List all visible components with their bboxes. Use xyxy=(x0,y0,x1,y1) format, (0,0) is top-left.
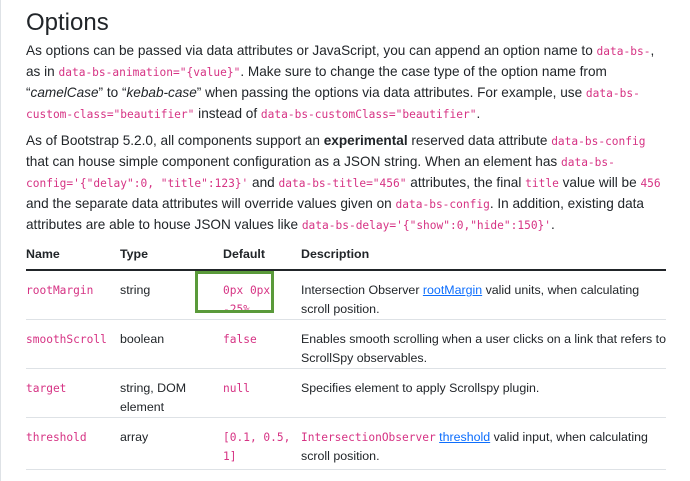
text: valid units, when calculating scroll position. xyxy=(301,283,640,316)
text: instead of xyxy=(194,106,261,121)
text: valid input, when calculating scroll position. xyxy=(301,430,648,463)
table-row xyxy=(26,320,666,369)
cell-type: string xyxy=(120,283,151,297)
table-row xyxy=(26,418,666,470)
text: . In addition, existing data attributes are able to house JSON values like xyxy=(26,196,644,232)
default-value: false xyxy=(223,333,257,346)
text: attributes, the final xyxy=(406,175,526,190)
default-value: 0px 0px -25% xyxy=(223,284,271,316)
table-row xyxy=(26,369,666,418)
table-row xyxy=(26,270,666,320)
section-heading-options: Options xyxy=(26,9,109,36)
default-value: null xyxy=(223,382,250,395)
table-header-row xyxy=(26,238,666,270)
page-left-border xyxy=(0,0,1,481)
text: As of Bootstrap 5.2.0, all components support an xyxy=(26,133,324,148)
inline-code: data-bs-delay='{"show":0,"hide":150}' xyxy=(301,219,552,232)
inline-code: data-bs-customClass="beautifier" xyxy=(260,108,477,121)
inline-code: data-bs-animation="{value}" xyxy=(58,66,241,79)
cell-default xyxy=(223,320,301,369)
threshold-link[interactable]: threshold xyxy=(439,430,491,444)
strong-text: experimental xyxy=(323,133,408,148)
default-value: [0.1, 0.5, 1] xyxy=(223,431,291,463)
cell-name xyxy=(26,418,120,470)
inline-code: 456 xyxy=(640,177,661,190)
column-header-name: Name xyxy=(26,238,120,270)
text: value will be xyxy=(558,175,641,190)
text: reserved data attribute xyxy=(407,133,552,148)
emphasis: camelCase xyxy=(30,85,99,100)
text: . Make sure to change the case type of the option name from “ xyxy=(26,64,607,100)
cell-description: Enables smooth scrolling when a user clicks on a link that refers to ScrollSpy observables. xyxy=(301,320,666,369)
column-header-description: Description xyxy=(301,238,666,270)
cell-type: string, DOM element xyxy=(120,369,223,418)
inline-code: data-bs-config xyxy=(551,135,646,148)
cell-description xyxy=(301,418,666,470)
inline-code: data-bs-config='{"delay":0, "title":123}' xyxy=(26,156,615,190)
options-intro-paragraph xyxy=(26,41,671,125)
text: As options can be passed via data attributes or JavaScript, you can append an option name to xyxy=(26,43,597,58)
default-value-highlight-box xyxy=(195,271,274,313)
cell-name xyxy=(26,369,120,418)
inline-code: data-bs-custom-class="beautifier" xyxy=(26,87,640,121)
inline-code: data-bs-title="456" xyxy=(278,177,407,190)
text: and xyxy=(248,175,279,190)
cell-description xyxy=(301,270,666,320)
cell-name xyxy=(26,320,120,369)
cell-description: Specifies element to apply Scrollspy plugin. xyxy=(301,369,666,418)
column-header-type: Type xyxy=(120,238,223,270)
option-name: rootMargin xyxy=(26,284,94,297)
cell-type: array xyxy=(120,418,223,470)
inline-code: data-bs-config xyxy=(395,198,490,211)
text: Intersection Observer xyxy=(301,283,423,297)
cell-default xyxy=(223,418,301,470)
data-bs-config-paragraph xyxy=(26,131,671,236)
inline-code: data-bs- xyxy=(596,45,651,58)
options-table xyxy=(26,238,666,470)
column-header-default: Default xyxy=(223,238,301,270)
text: . xyxy=(551,217,555,232)
option-name: smoothScroll xyxy=(26,333,107,346)
text: , as in xyxy=(26,43,655,79)
rootmargin-link[interactable]: rootMargin xyxy=(422,283,483,297)
emphasis: kebab-case xyxy=(126,85,197,100)
inline-code: title xyxy=(525,177,559,190)
inline-code: IntersectionObserver xyxy=(301,431,436,444)
cell-type: boolean xyxy=(120,320,223,369)
text: that can house simple component configuration as a JSON string. When an element has xyxy=(26,154,561,169)
text: ” to “ xyxy=(98,85,127,100)
cell-default xyxy=(223,369,301,418)
text: ” when passing the options via data attributes. For example, use xyxy=(196,85,586,100)
cell-name xyxy=(26,270,120,320)
text: . xyxy=(476,106,481,121)
text: and the separate data attributes will override values given on xyxy=(26,196,396,211)
option-name: threshold xyxy=(26,431,87,444)
option-name: target xyxy=(26,382,67,395)
